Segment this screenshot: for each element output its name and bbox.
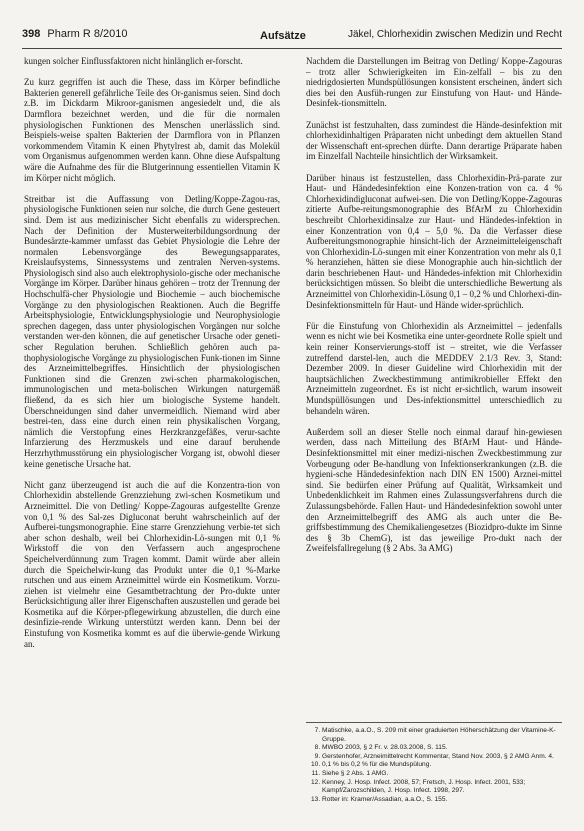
footnote: 10. 0,1 % bis 0,2 % für die Mundspülung. — [322, 761, 562, 770]
left-column — [24, 56, 280, 649]
footnotes — [306, 722, 562, 804]
footnote: 13. Rotter in: Kramer/Assadian, a.a.O., S. 155. — [322, 796, 562, 805]
article-title: Jäkel, Chlorhexidin zwischen Medizin und Recht — [348, 29, 562, 40]
paragraph: Streitbar ist die Auffassung von Detling/Koppe-Zagou-ras, physiologische Funktionen seien nur solche, die durch Gene gesteuert sind. Dem ist aus medizinischer Sicht ebenfalls zu widersprechen. Nach der Definition der Musterweiterbildungsordnung der Bundesärzte-kammer umfasst das Gebiet Physiologie die Lehre der normalen Lebensvorgänge des Bewegungsapparates, Kreislaufsystems, Sinnessystems und zentralen Nerven-systems. Physiologisch sind also auch elektrophysiolo-gische oder mechanische Vorgänge im Körper. Darüber hinaus gehören – trotz der Trennung der Hochschulfä-cher Physiologie und Biochemie – auch biochemische Vorgänge zu den physiologischen Reaktionen. Auch die Begriffe Arbeitsphysiologie, Entwicklungsphysiologie und Neurophysiologie sprechen dagegen, dass unter physiologischen Vorgängen nur solche verstanden wer-den können, die auf genetischer Ursache oder geneti-scher Regulation beruhen. Schließlich gehören auch pa-thophysiologische Vorgänge zu physiologischen Funk-tionen im Sinne des Arzneimittelbegriffes. Hinsichtlich der physiologischen Funktionen sind die Grenzen zwi-schen pharmakologischen, immunologischen und meta-bolischen Wirkungen naturgemäß fließend, da es sich hier um biologische Systeme handelt. Überschneidungen sind daher unvermeidlich. Niemand wird aber bestrei-ten, dass eine durch einen rein physikalischen Vorgang, nämlich die Verstopfung eines Herzkranzgefäßes, verur-sachte Infarzierung des Herzmuskels und eine darauf beruhende Herzrhythmusstörung ein physiologischer Vorgang ist, obwohl dieser keine genetische Ursache hat. — [24, 193, 280, 469]
paragraph: Zu kurz gegriffen ist auch die These, dass im Körper befindliche Bakterien generell gefährliche Teile des Or-ganismus seien. Sind doch z.B. im Dickdarm Mikroor-ganismen angesiedelt und, die als Darmflora bezeichnet werden, und die für die normalen physiologischen Funktionen des Menschen unerlässlich sind. Beispiels-weise spalten Bakterien der Darmflora von in Pflanzen vorkommendem Vitamin K einen Phytylrest ab, damit das Molekül vom Organismus aufgenommen werden kann. Ohne diese Aufspaltung wäre die Aufnahme des für die Blutgerinnung essentiellen Vitamin K im Körper nicht möglich. — [24, 77, 280, 183]
footnote-list — [306, 727, 562, 804]
running-header — [22, 26, 562, 49]
footnote: 12. Kenney, J. Hosp. Infect. 2008, 57; Fretsch, J. Hosp. Infect. 2001, 533; Kampf/Zarozschilden, J. Hosp. Infect. 1998, 297. — [322, 779, 562, 796]
footnote: 7. Matischke, a.a.O., S. 209 mit einer graduierten Höherschätzung der Vitamine-K-Gruppe. — [322, 727, 562, 744]
paragraph: Für die Einstufung von Chlorhexidin als Arzneimittel – jedenfalls wenn es nicht wie bei Kosmetika eine unter-geordnete Rolle spielt und kein reiner Konservierungs-stoff ist – streitet, wie die Verfasser zutreffend darstel-len, auch die MEDDEV 2.1/3 Rev. 3, Stand: Dezember 2009. In dieser Guideline wird Chlorhexidin mit der hauptsächlichen Zweckbestimmung antimikrobieller Effekt den Arzneimitteln zugeordnet. Es ist nicht er-sichtlich, warum insoweit Mundspüllösungen und Des-infektionsmittel unterschiedlich zu behandeln wären. — [306, 320, 562, 416]
paragraph: kungen solcher Einflussfaktoren nicht hinlänglich er-forscht. — [24, 56, 243, 66]
footnote: 9. Gerstenhofer, Arzneimittelrecht Kommentar, Stand Nov. 2003, § 2 AMG Anm. 4. — [322, 753, 562, 762]
footnote: 11. Siehe § 2 Abs. 1 AMG. — [322, 770, 562, 779]
header-left — [22, 28, 128, 40]
paragraph: Darüber hinaus ist festzustellen, dass Chlorhexidin-Prä-parate zur Haut- und Händedesinfektion eine Konzen-tration von ca. 4 % Chlorhexidindigluconat aufwei-sen. Die von Detling/Koppe-Zagouras zitierte Aufbe-reitungsmonographie des BfArM zu Chlorhexidin beschreibt Chlorhexidinsalze zur Haut- und Händedes-infektion in einer Konzentration von 0,4 – 5,0 %. Da die Verfasser diese Aufbereitungsmonographie hinsicht-lich der Arzneimitteleigenschaft von Chlorhexidin-Lö-sungen mit einer Konzentration von mehr als 0,1 % heranziehen, hätten sie diese Monographie auch hin-sichtlich der darin beschriebenen Haut- und Händedes-infektion mit Chlorhexidin berücksichtigen müssen. So bleibt die unterschiedliche Bewertung als Arzneimittel von Chlorhexidin-Lösung 0,1 – 0,2 % und Chlorhexi-din-Desinfektionsmitteln für Haut- und Hände wider-sprüchlich. — [306, 172, 562, 310]
paragraph: Zunächst ist festzuhalten, dass zumindest die Hände-desinfektion mit chlorhexidinhaltigen Präparaten nicht unbedingt dem aktuellen Stand der Wissenschaft ent-sprechen dürfte. Dann derartige Präparate haben im Einzelfall Nachteile hinsichtlich der Wirksamkeit. — [306, 119, 562, 162]
paragraph: Außerdem soll an dieser Stelle noch einmal darauf hin-gewiesen werden, dass nach Mitteilung des BfArM Haut- und Hände-Desinfektionsmittel mit einer medizi-nischen Zweckbestimmung zur Vorbeugung oder Be-handlung von Infektionserkrankungen (z.B. die hygieni-sche Händedesinfektion nach DIN EN 1500) Arznei-mittel sind. Sie bedürfen einer Prüfung auf Qualität, Wirksamkeit und Unbedenklichkeit im Rahmen eines Zulassungsverfahrens durch die Zulassungsbehörde. Fallen Haut- und Händedesinfektion sowohl unter den Arzneimittelbegriff des AMG als auch unter die Be-griffsbestimmung des Chemikaliengesetzes (Biozidpro-dukte im Sinne des § 3b ChemG), ist das jeweilige Pro-dukt nach der Zweifelsfallregelung (§ 2 Abs. 3a AMG) — [306, 426, 562, 554]
paragraph: Nicht ganz überzeugend ist auch die auf die Konzentra-tion von Chlorhexidin abstellende Grenzziehung zwi-schen Kosmetikum und Arzneimittel. Die von Detling/ Koppe-Zagouras aufgestellte Grenze von 0,1 % des Sal-zes Digluconat beruht wahrscheinlich auf der Aufberei-tungsmonographie. Eine starre Grenzziehung verbie-tet sich aber schon deshalb, weil bei Chlorhexidin-Lö-sungen mit 0,1 % Wirkstoff die von den Verfassern auch angesprochene Speichelverdünnung zum Tragen kommt. Damit würde aber allein durch die Speichelwir-kung das Produkt unter die 0,1 %-Marke rutschen und aus einem Arzneimittel würde ein Kosmetikum. Vorzu-ziehen ist vielmehr eine Gesamtbetrachtung der Pro-dukte unter Berücksichtigung aller ihrer Eigenschaften auszustellen und gerade bei Kosmetika auf die Körper-pflegewirkung abzustellen, die durch eine desinfizie-rende Wirkung unterstützt werden kann. Denn bei der Einstufung von Kosmetika kommt es auf die überwie-gende Wirkung an. — [24, 479, 280, 649]
right-column — [306, 56, 562, 554]
page-number: 398 — [22, 28, 41, 40]
paragraph: Nachdem die Darstellungen im Beitrag von Detling/ Koppe-Zagouras – trotz aller Schwierigkeiten im Ein-zelfall – bis zu den niedrigdosierten Mundspüllösungen konsistent erscheinen, ändert sich dies bei den Ausfüh-rungen zur Einstufung von Haut- und Hände-Desinfek-tionsmitteln. — [306, 56, 562, 109]
section-title: Aufsätze — [260, 30, 306, 42]
footnote: 8. MWBO 2003, § 2 Fr. v. 28.03.2008, S. 115. — [322, 744, 562, 753]
journal-name: Pharm R 8/2010 — [47, 28, 128, 40]
